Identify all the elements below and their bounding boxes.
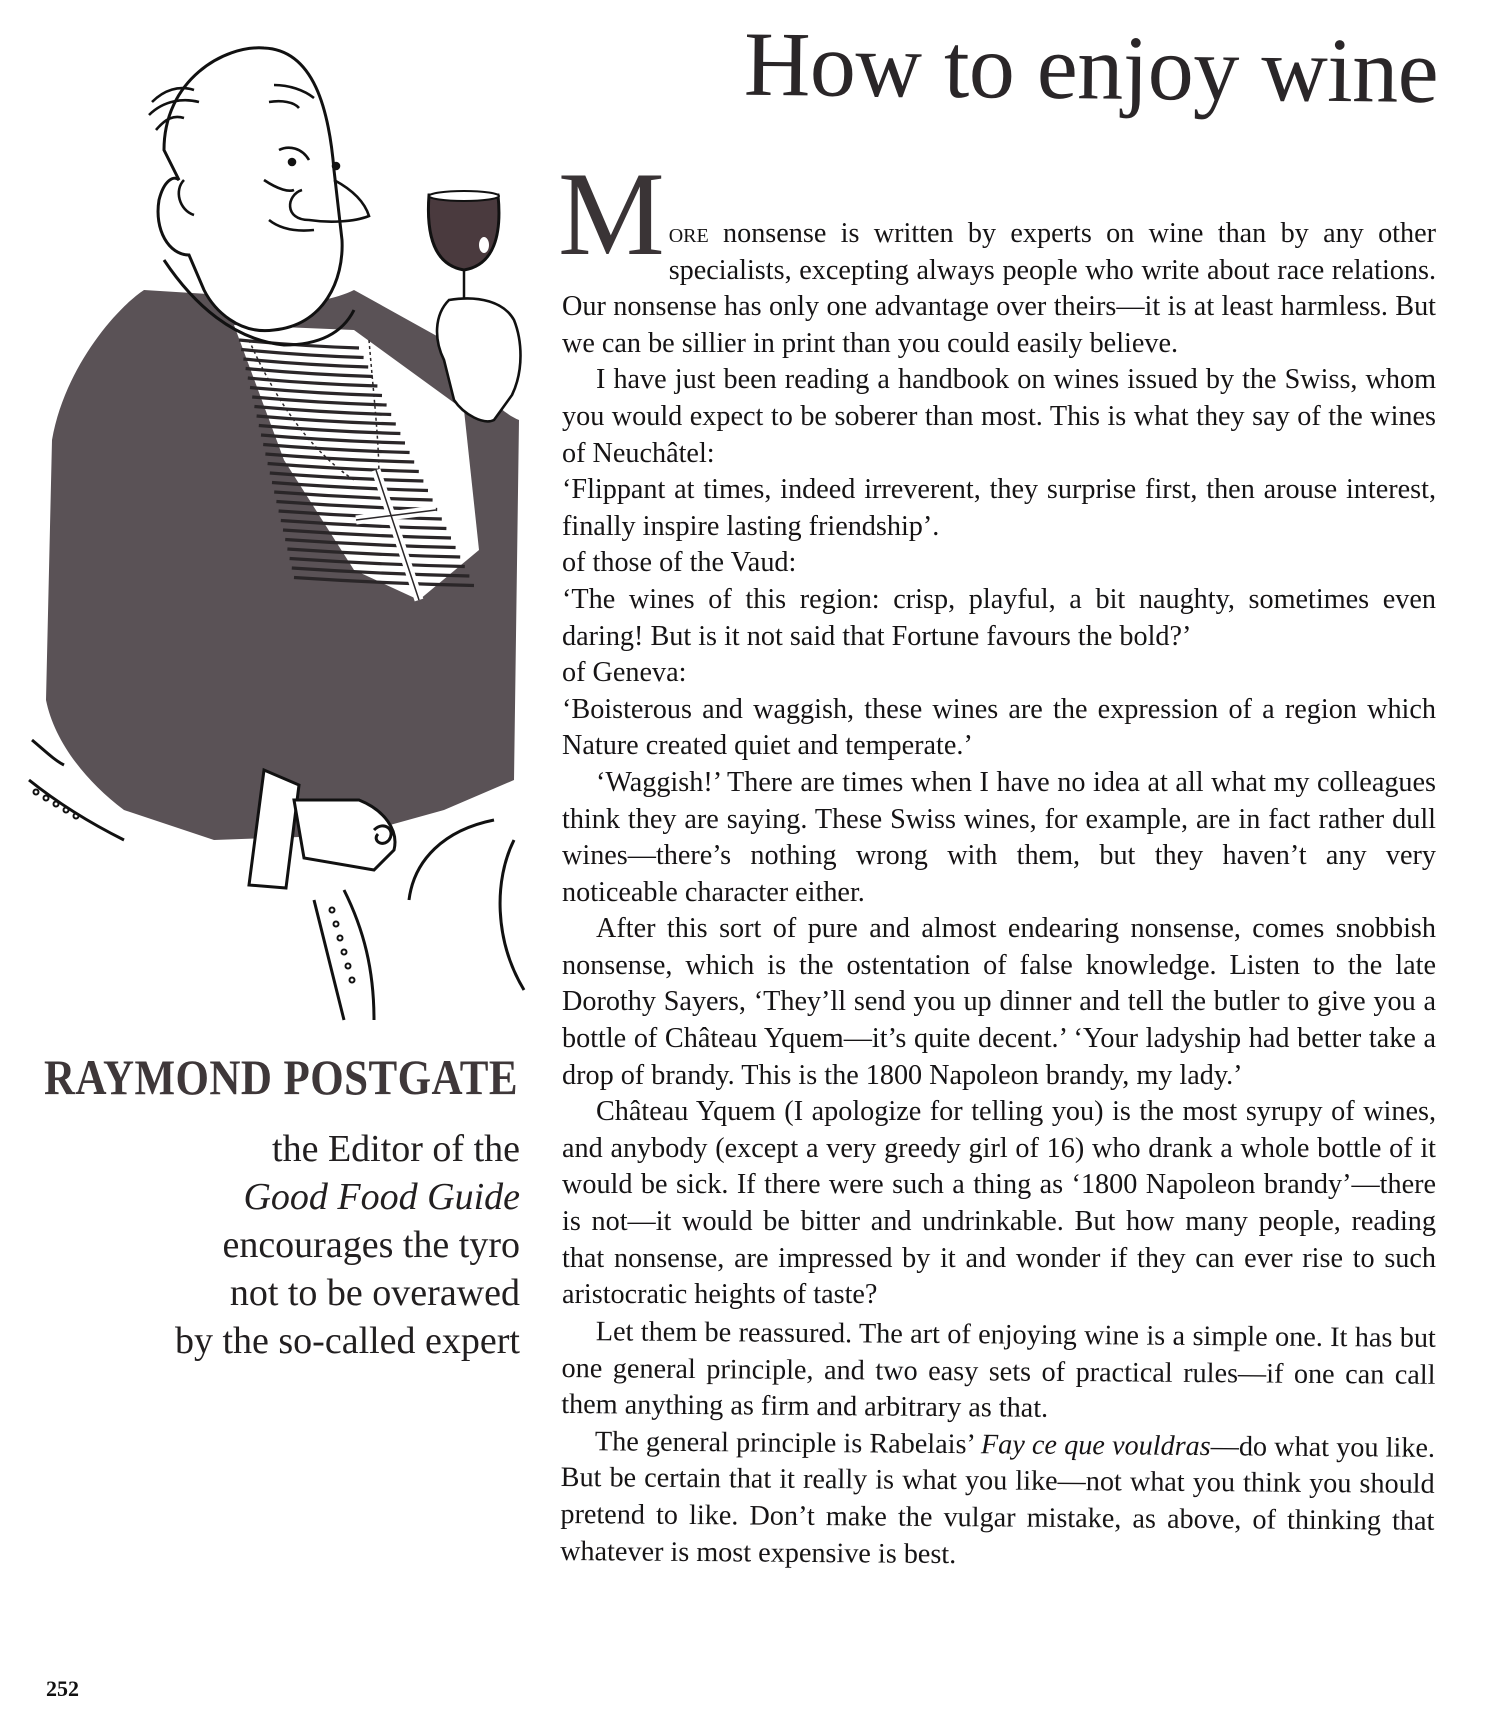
standfirst-line: the Editor of the: [272, 1128, 520, 1170]
tilted-text-block: [560, 1314, 1436, 1577]
body-paragraph: ‘Waggish!’ There are times when I have no idea at all what my colleagues think they are saying. These Swiss wines, for example, are in fact rather dull wines—there’s nothing wrong with them, but they haven’t any very noticeable character either.: [562, 766, 1436, 908]
body-paragraph: After this sort of pure and almost endearing nonsense, comes snobbish nonsense, which is the ostentation of false knowledge. Listen to the late Dorothy Sayers, ‘They’ll send you up dinner and tell the butler to give you a bottle of Château Yquem—it’s quite decent.’ ‘Your ladyship had better take a drop of brandy. This is the 1800 Napoleon brandy, my lady.’: [562, 913, 1436, 1091]
paragraph-text: nonsense is written by experts on wine than by any other specialists, excepting always people who write about race relations. Our nonsense has only one advantage over theirs—it is at least harmless. But we can be sillier in print than you could easily believe.: [562, 218, 1436, 359]
quoted-intro: of those of the Vaud:: [562, 547, 797, 579]
quoted-text: ‘The wines of this region: crisp, playful, a bit naughty, sometimes even daring! But is it not said that Fortune favours the bold?’: [562, 583, 1436, 652]
rabelais-quote: Fay ce que vouldras: [980, 1428, 1211, 1462]
quoted-intro: of Geneva:: [562, 657, 687, 689]
page-number: 252: [46, 1676, 79, 1701]
clergyman-illustration: [24, 40, 536, 1030]
standfirst-line: not to be overawed: [229, 1272, 520, 1314]
lead-paragraph: [558, 147, 1436, 362]
article-body: [558, 147, 1436, 1570]
drop-cap: M: [558, 147, 665, 280]
opening-smallcaps: ore: [668, 218, 709, 249]
quoted-text: ‘Flippant at times, indeed irreverent, they surprise first, then arouse interest, finally inspire lasting friendship’.: [562, 474, 1436, 542]
body-paragraph: Let them be reassured. The art of enjoying wine is a simple one. It has but one general principle, and two easy sets of practical rules—if one can call them anything as firm and arbitrary as that.: [561, 1316, 1436, 1424]
body-paragraph: I have just been reading a handbook on wines issued by the Swiss, whom you would expect to be soberer than most. This is what they say of the wines of Neuchâtel:: [562, 364, 1436, 469]
standfirst-line: by the so-called expert: [174, 1320, 520, 1362]
body-paragraph: Château Yquem (I apologize for telling you) is the most syrupy of wines, and anybody (except a very greedy girl of 16) who drank a whole bottle of it would be sick. If there were such a thing as ‘1800 Napoleon brandy’—there is not—it would be bitter and undrinkable. But how many people, reading that nonsense, are impressed by it and wonder if they can ever rise to such aristocratic heights of taste?: [562, 1096, 1436, 1311]
page-title: How to enjoy wine: [743, 12, 1439, 122]
clergyman-drawing: [24, 40, 536, 1030]
author-name: RAYMOND POSTGATE: [44, 1049, 518, 1105]
paragraph-text: The general principle is Rabelais’: [594, 1425, 982, 1460]
final-paragraph: [560, 1424, 1435, 1577]
paragraph-text: —do what you like. But be certain that it really is what you like—not what you think you should pretend to like. Don’t make the vulgar mistake, as above, of thinking that whatever is most expensive is best.: [560, 1430, 1436, 1570]
publication-title: Good Food Guide: [243, 1176, 520, 1218]
standfirst: [40, 1125, 520, 1365]
standfirst-line: encourages the tyro: [222, 1224, 520, 1266]
quoted-text: ‘Boisterous and waggish, these wines are the expression of a region which Nature created quiet and temperate.’: [562, 693, 1436, 762]
